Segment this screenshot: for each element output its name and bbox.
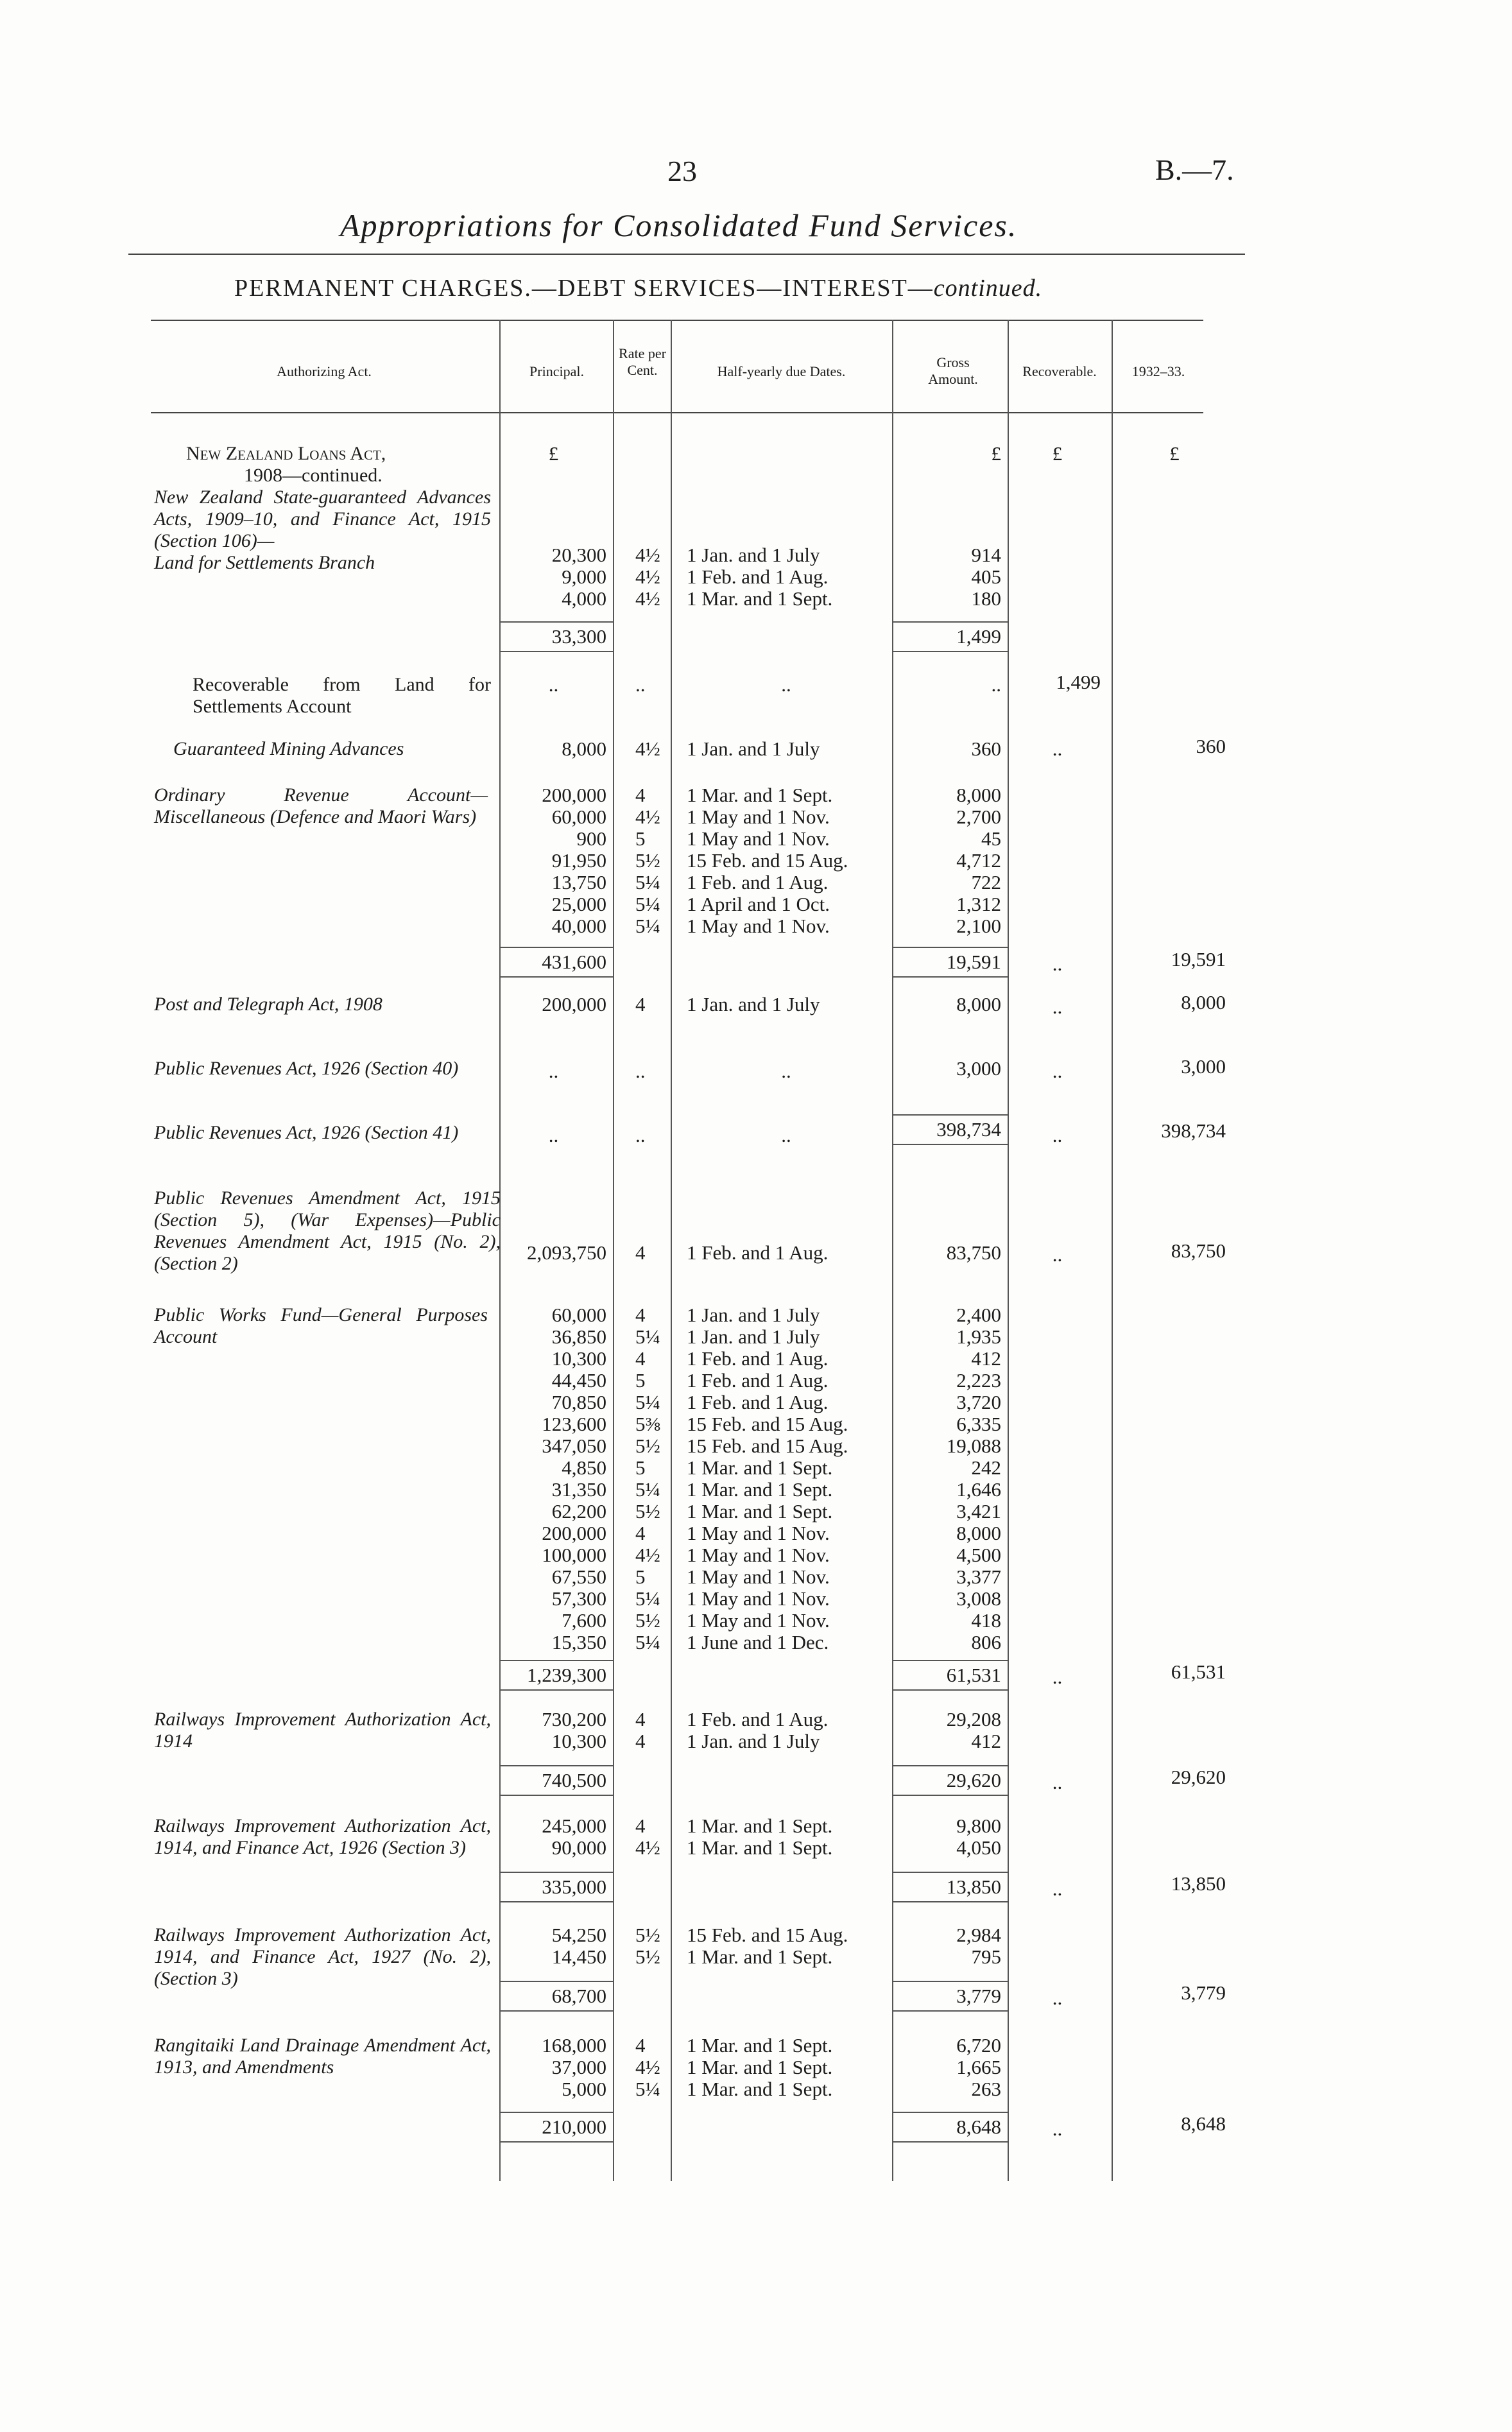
gross-cell: 806 [971,1631,1001,1653]
act-railways-1926: Railways Improvement Authorization Act, 1914, and Finance Act, 1926 (Section 3) [154,1815,491,1858]
gross-cell: 242 [971,1456,1001,1479]
currency-gross: £ [991,442,1001,465]
year-value: 360 [1196,735,1226,757]
rate-cell: 4 [635,1815,646,1837]
section-subtitle [234,274,1042,302]
rate-cell: 4½ [635,2056,660,2078]
subtotal-gross: 19,591 [946,951,1001,973]
principal-cell: 60,000 [551,806,606,828]
ellipsis: .. [1052,1243,1063,1266]
year-value: 8,648 [1181,2112,1226,2135]
header-authorizing-act: Authorizing Act. [277,363,372,379]
gross-cell: 29,208 [946,1708,1001,1730]
dates-cell: 1 Mar. and 1 Sept. [687,1500,833,1522]
principal-cell: 730,200 [542,1708,606,1730]
gross-cell: 412 [971,1347,1001,1370]
gross-cell: 418 [971,1609,1001,1632]
gross-cell: 1,646 [956,1478,1001,1501]
year-value: 83,750 [1171,1239,1226,1262]
ellipsis: .. [1052,1987,1063,2009]
principal-cell: 25,000 [551,893,606,915]
principal-cell: 40,000 [551,915,606,937]
principal-cell: 36,850 [551,1325,606,1348]
dates-cell: 1 Feb. and 1 Aug. [687,1391,829,1413]
dates-list [687,1924,886,1968]
rate-cell: 4 [635,2034,646,2057]
year-value: 13,850 [1171,1872,1226,1895]
gross-list [898,1815,1001,1859]
principal-cell: 44,450 [551,1369,606,1392]
currency-recoverable: £ [1052,442,1063,465]
header-rate: Rate per Cent. [619,345,666,378]
principal-cell: 900 [576,827,606,850]
gross-cell: 45 [981,827,1001,850]
act-line: New Zealand State-guaranteed Advances Acts, 1909–10, and Finance Act, 1915 (Section 106)— [154,487,491,551]
principal-cell: 10,300 [551,1730,606,1752]
dates-cell: 1 Mar. and 1 Sept. [687,2034,833,2057]
rate-cell: 4 [635,784,646,806]
rate-cell: 5¼ [635,2078,660,2100]
ellipsis: .. [1052,2117,1063,2140]
dates-cell: 1 May and 1 Nov. [687,806,830,828]
rate-cell: 5¼ [635,1325,660,1348]
dates-cell: 1 May and 1 Nov. [687,1587,830,1610]
principal: 8,000 [562,737,606,760]
act-railways-1914: Railways Improvement Authorization Act, 1914 [154,1709,491,1752]
gross-cell: 412 [971,1730,1001,1752]
dates: 1 Feb. and 1 Aug. [687,1241,829,1264]
dates-cell: 15 Feb. and 15 Aug. [687,1413,848,1435]
subtotal-gross: 3,779 [956,1985,1001,2007]
dates-list [687,544,886,610]
gross-list [898,544,1001,610]
rate-cell: 5½ [635,1609,660,1632]
dates-cell: 1 June and 1 Dec. [687,1631,829,1653]
principal-cell: 14,450 [551,1945,606,1968]
dates-list [687,1815,886,1859]
dates: 1 Jan. and 1 July [687,993,820,1015]
rate-cell: 5¼ [635,893,660,915]
dates-cell: 1 Mar. and 1 Sept. [687,1478,833,1501]
dates-cell: 1 May and 1 Nov. [687,1565,830,1588]
act-line: 1908—continued. [244,465,382,486]
dates-list [687,784,886,937]
rate-list [635,1924,667,1968]
ellipsis: .. [1052,1124,1063,1146]
subtotal-principal: 210,000 [542,2116,606,2138]
gross-list [898,784,1001,937]
gross-cell: 19,088 [946,1435,1001,1457]
rate-cell: 5½ [635,1945,660,1968]
subtotal-gross: 61,531 [946,1664,1001,1686]
subtotal-principal: 740,500 [542,1769,606,1791]
dates-cell: 1 Mar. and 1 Sept. [687,2078,833,2100]
rate-cell: 4 [635,1522,646,1544]
subtotal-principal: 335,000 [542,1876,606,1898]
header-principal: Principal. [529,363,584,379]
dates-cell: 1 May and 1 Nov. [687,827,830,850]
year-value: 3,779 [1181,1981,1226,2004]
column-divider [1008,320,1009,2181]
subtitle-continued: continued. [933,275,1043,302]
ellipsis: .. [781,1060,791,1082]
page-number: 23 [667,155,697,187]
gross: 360 [971,737,1001,760]
rate-cell: 5¼ [635,915,660,937]
gross-cell: 1,665 [956,2056,1001,2078]
ellipsis: .. [1052,1060,1063,1082]
principal-cell: 7,600 [562,1609,606,1632]
gross-cell: 4,050 [956,1836,1001,1859]
principal: 200,000 [542,993,606,1015]
subtotal-principal: 1,239,300 [527,1664,606,1686]
year-value: 29,620 [1171,1766,1226,1788]
principal-cell: 200,000 [542,784,606,806]
act-public-revenues-amendment: Public Revenues Amendment Act, 1915 (Section 5), (War Expenses)—Public Revenues Amendment Act, 1915 (No. 2), (Section 2) [154,1187,501,1274]
year-value: 8,000 [1181,991,1226,1013]
rate-cell: 5½ [635,1500,660,1522]
dates-cell: 1 Jan. and 1 July [687,1325,820,1348]
rate-cell: 4 [635,1708,646,1730]
rate-cell: 4½ [635,544,660,566]
rate-cell: 5 [635,1369,646,1392]
principal-cell: 37,000 [551,2056,606,2078]
dates-cell: 1 May and 1 Nov. [687,1544,830,1566]
act-line: Land for Settlements Branch [154,552,375,573]
act-public-revenues-41: Public Revenues Act, 1926 (Section 41) [154,1122,459,1143]
rate-list [635,1304,667,1653]
gross: 8,000 [956,993,1001,1015]
subtotal-principal: 33,300 [551,625,606,648]
principal-cell: 245,000 [542,1815,606,1837]
principal-list [501,1709,606,1752]
ellipsis: .. [635,1124,646,1146]
gross-cell: 795 [971,1945,1001,1968]
principal-cell: 67,550 [551,1565,606,1588]
act-post-telegraph: Post and Telegraph Act, 1908 [154,994,382,1015]
rate-cell: 4½ [635,565,660,588]
currency-year: £ [1169,442,1180,465]
gross-cell: 2,400 [956,1304,1001,1326]
rate: 4 [635,1241,646,1264]
dates-cell: 1 May and 1 Nov. [687,915,830,937]
principal-cell: 20,300 [551,544,606,566]
act-rangitaiki: Rangitaiki Land Drainage Amendment Act, 1913, and Amendments [154,2035,491,2078]
currency-principal: £ [548,442,559,465]
gross-list [898,1709,1001,1752]
gross-cell: 2,700 [956,806,1001,828]
principal-cell: 31,350 [551,1478,606,1501]
dates-cell: 1 Mar. and 1 Sept. [687,1836,833,1859]
gross: 83,750 [946,1241,1001,1264]
principal-cell: 9,000 [562,565,606,588]
principal-cell: 57,300 [551,1587,606,1610]
page-reference: B.—7. [1155,153,1234,186]
principal-cell: 5,000 [562,2078,606,2100]
gross: 398,734 [936,1118,1001,1141]
gross-cell: 3,008 [956,1587,1001,1610]
ellipsis: .. [1052,1771,1063,1793]
principal-cell: 70,850 [551,1391,606,1413]
column-divider [671,320,672,2181]
rate-cell: 5½ [635,1435,660,1457]
subtotal-gross: 13,850 [946,1876,1001,1898]
rate-cell: 5¼ [635,1478,660,1501]
principal-cell: 123,600 [542,1413,606,1435]
dates-cell: 1 Feb. and 1 Aug. [687,1347,829,1370]
gross-cell: 8,000 [956,784,1001,806]
gross-cell: 722 [971,871,1001,893]
dates-cell: 1 May and 1 Nov. [687,1609,830,1632]
subtotal-gross: 1,499 [956,625,1001,648]
gross-cell: 405 [971,565,1001,588]
principal-cell: 168,000 [542,2034,606,2057]
gross-cell: 9,800 [956,1815,1001,1837]
principal-cell: 10,300 [551,1347,606,1370]
gross-cell: 263 [971,2078,1001,2100]
header-year: 1932–33. [1131,363,1185,379]
dates-list [687,1304,886,1653]
principal-cell: 54,250 [551,1924,606,1946]
act-railways-1927: Railways Improvement Authorization Act, 1914, and Finance Act, 1927 (No. 2), (Section 3) [154,1924,491,1989]
ellipsis: .. [548,673,559,696]
gross-cell: 3,377 [956,1565,1001,1588]
subtotal-principal: 431,600 [542,951,606,973]
dates-cell: 1 May and 1 Nov. [687,1522,830,1544]
dates: 1 Jan. and 1 July [687,737,820,760]
gross-cell: 3,421 [956,1500,1001,1522]
rate-list [635,784,667,937]
table-header-rule [151,412,1203,413]
rate-cell: 4 [635,1347,646,1370]
page-title: Appropriations for Consolidated Fund Services. [340,207,1018,243]
dates-list [687,2035,886,2100]
act-public-works-fund: Public Works Fund—General Purposes Account [154,1304,488,1347]
gross-cell: 1,935 [956,1325,1001,1348]
ellipsis: .. [1052,996,1063,1018]
rate-cell: 5¼ [635,1391,660,1413]
dates-cell: 1 Jan. and 1 July [687,1304,820,1326]
ellipsis: .. [1052,737,1063,760]
column-divider [613,320,614,2181]
gross-cell: 4,500 [956,1544,1001,1566]
ellipsis: .. [635,1060,646,1082]
dates-cell: 1 Feb. and 1 Aug. [687,1369,829,1392]
rate-cell: 5¼ [635,871,660,893]
rate-cell: 4 [635,1730,646,1752]
subtotal-gross: 29,620 [946,1769,1001,1791]
gross-cell: 6,720 [956,2034,1001,2057]
principal: 2,093,750 [527,1241,606,1264]
rate-cell: 5¼ [635,1587,660,1610]
gross-list [898,2035,1001,2100]
year-value: 3,000 [1181,1055,1226,1078]
principal-cell: 90,000 [551,1836,606,1859]
ellipsis: .. [548,1124,559,1146]
ellipsis: .. [548,1060,559,1082]
header-gross: Gross Amount. [928,354,978,387]
act-nz-loans [154,443,491,574]
column-divider [1112,320,1113,2181]
dates-cell: 1 Mar. and 1 Sept. [687,587,833,610]
dates-cell: 1 Mar. and 1 Sept. [687,2056,833,2078]
principal-cell: 15,350 [551,1631,606,1653]
rate-cell: 5½ [635,849,660,872]
principal-list [501,544,606,610]
principal-cell: 62,200 [551,1500,606,1522]
act-recoverable-lands: Recoverable from Land for Settlements Account [193,674,491,717]
dates-cell: 1 Mar. and 1 Sept. [687,1815,833,1837]
gross: 3,000 [956,1057,1001,1080]
year-value: 19,591 [1171,948,1226,970]
dates-list [687,1709,886,1752]
ellipsis: .. [1052,1666,1063,1688]
gross-cell: 914 [971,544,1001,566]
rate-cell: 5 [635,827,646,850]
rate-cell: 5 [635,1565,646,1588]
dates-cell: 15 Feb. and 15 Aug. [687,1435,848,1457]
dates-cell: 15 Feb. and 15 Aug. [687,1924,848,1946]
dates-cell: 15 Feb. and 15 Aug. [687,849,848,872]
year-value: 398,734 [1161,1119,1226,1142]
act-line: New Zealand Loans Act, [186,443,386,464]
ellipsis: .. [781,673,791,696]
principal-cell: 91,950 [551,849,606,872]
dates-cell: 1 Mar. and 1 Sept. [687,1945,833,1968]
gross-cell: 8,000 [956,1522,1001,1544]
gross-cell: 2,223 [956,1369,1001,1392]
header-dates: Half-yearly due Dates. [717,363,846,379]
rate-list [635,1709,667,1752]
ellipsis: .. [635,673,646,696]
principal-cell: 100,000 [542,1544,606,1566]
principal-cell: 4,000 [562,587,606,610]
rate-list [635,2035,667,2100]
table-top-rule [151,320,1203,321]
gross-cell: 2,100 [956,915,1001,937]
rate: 4½ [635,737,660,760]
dates-cell: 1 Mar. and 1 Sept. [687,1456,833,1479]
subtotal-principal: 68,700 [551,1985,606,2007]
gross-cell: 4,712 [956,849,1001,872]
gross-cell: 2,984 [956,1924,1001,1946]
gross-cell: 6,335 [956,1413,1001,1435]
rate-cell: 4½ [635,1836,660,1859]
rate-cell: 5¼ [635,1631,660,1653]
ellipsis: .. [1052,953,1063,975]
subtitle-main: PERMANENT CHARGES.—DEBT SERVICES—INTEREST— [234,275,934,302]
dates-cell: 1 Feb. and 1 Aug. [687,1708,829,1730]
dates-cell: 1 Feb. and 1 Aug. [687,565,829,588]
dates-cell: 1 Jan. and 1 July [687,1730,820,1752]
rate-cell: 5½ [635,1924,660,1946]
principal-cell: 347,050 [542,1435,606,1457]
year-value: 61,531 [1171,1660,1226,1683]
ellipsis: .. [1052,1877,1063,1900]
subtotal-gross: 8,648 [956,2116,1001,2138]
rate-cell: 4½ [635,587,660,610]
ellipsis: .. [991,673,1001,696]
title-rule [128,254,1245,255]
dates-cell: 1 April and 1 Oct. [687,893,830,915]
gross-list [898,1924,1001,1968]
gross-cell: 180 [971,587,1001,610]
principal-list [501,2035,606,2100]
header-recoverable: Recoverable. [1022,363,1097,379]
principal-cell: 13,750 [551,871,606,893]
principal-list [501,1815,606,1859]
gross-cell: 1,312 [956,893,1001,915]
recoverable-value: 1,499 [1056,671,1101,693]
principal-cell: 200,000 [542,1522,606,1544]
principal-list [501,784,606,937]
dates-cell: 1 Feb. and 1 Aug. [687,871,829,893]
act-public-revenues-40: Public Revenues Act, 1926 (Section 40) [154,1058,459,1079]
rate-cell: 4½ [635,806,660,828]
dates-cell: 1 Jan. and 1 July [687,544,820,566]
rate-cell: 4½ [635,1544,660,1566]
principal-cell: 4,850 [562,1456,606,1479]
rate-cell: 5 [635,1456,646,1479]
rate: 4 [635,993,646,1015]
rate-cell: 4 [635,1304,646,1326]
gross-cell: 3,720 [956,1391,1001,1413]
ellipsis: .. [781,1124,791,1146]
act-ordinary-revenue: Ordinary Revenue Account—Miscellaneous (Defence and Maori Wars) [154,784,488,827]
principal-list [501,1924,606,1968]
dates-cell: 1 Mar. and 1 Sept. [687,784,833,806]
rate-list [635,1815,667,1859]
rate-cell: 5⅜ [635,1413,660,1435]
principal-cell: 60,000 [551,1304,606,1326]
act-mining: Guaranteed Mining Advances [173,738,404,759]
gross-list [898,1304,1001,1653]
rate-list [635,544,667,610]
principal-list [501,1304,606,1653]
